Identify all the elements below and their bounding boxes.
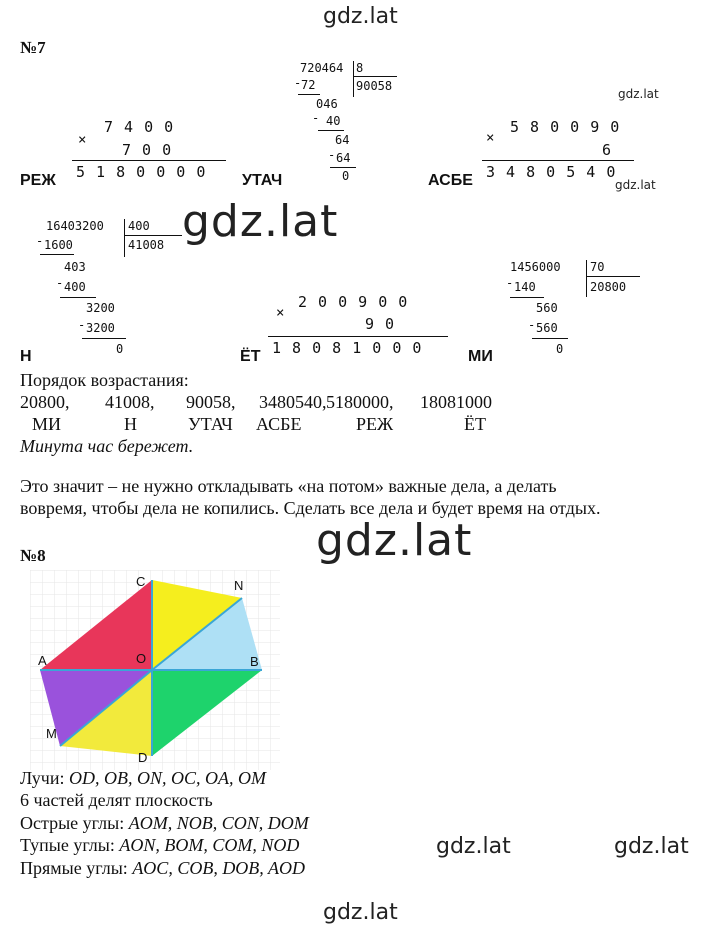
div-3-minus-2: - xyxy=(528,318,536,332)
div-3-step-2: 560 xyxy=(536,301,558,315)
mult-2-sign: × xyxy=(486,130,495,146)
explanation-line-1: Это значит – не нужно откладывать «на потом» важные дела, а делать xyxy=(20,476,557,496)
right-value: AOC, COB, DOB, AOD xyxy=(132,858,305,878)
div-1-step-6: 0 xyxy=(342,169,350,183)
div-3-divisor: 70 xyxy=(590,260,605,274)
order-word: Н xyxy=(124,414,137,434)
order-word: ЁТ xyxy=(464,414,486,434)
div-1-minus-1: - xyxy=(294,76,302,90)
div-1-step-5: 64 xyxy=(336,151,351,165)
acute-line xyxy=(20,812,309,834)
mult-2-result: 3 4 8 0 5 4 0 xyxy=(486,163,617,181)
task7-number: №7 xyxy=(20,38,46,57)
mult-2-word: АСБЕ xyxy=(428,172,473,189)
label-d: D xyxy=(138,750,148,765)
div-1-quotient: 90058 xyxy=(356,79,393,93)
div-1-minus-3: - xyxy=(328,148,336,162)
div-2-step-6: 0 xyxy=(116,342,124,356)
div-2-minus-1: - xyxy=(36,234,44,248)
angles-figure xyxy=(30,570,280,770)
div-1-minus-2: - xyxy=(312,111,320,125)
div-2-word: Н xyxy=(20,348,32,365)
obtuse-label: Тупые углы: xyxy=(20,835,120,855)
rays-label: Лучи: xyxy=(20,768,69,788)
div-1-divisor: 8 xyxy=(356,61,364,75)
div-3-minus-1: - xyxy=(506,276,514,290)
mult-1-result: 5 1 8 0 0 0 0 xyxy=(76,163,207,181)
acute-label: Острые углы: xyxy=(20,813,129,833)
div-2-minus-2: - xyxy=(56,276,64,290)
mult-3-sign: × xyxy=(276,305,285,321)
label-a: A xyxy=(38,653,47,668)
div-1-word: УТАЧ xyxy=(242,172,283,189)
right-label: Прямые углы: xyxy=(20,858,133,878)
order-word: УТАЧ xyxy=(188,414,233,434)
div-2-step-4: 3200 xyxy=(86,301,115,315)
order-word: АСБЕ xyxy=(256,414,302,434)
mult-3-a: 2 0 0 9 0 0 xyxy=(298,293,409,311)
div-2-divisor: 400 xyxy=(128,219,150,233)
obtuse-line xyxy=(20,834,299,856)
task8-number: №8 xyxy=(20,546,46,565)
order-number: 41008, xyxy=(105,392,155,412)
order-word: РЕЖ xyxy=(356,414,394,434)
div-2-step-5: 3200 xyxy=(86,321,115,335)
label-n: N xyxy=(234,578,244,593)
parts-line: 6 частей делят плоскость xyxy=(20,790,213,810)
watermark-big-2: gdz.lat xyxy=(316,515,473,566)
div-2-minus-3: - xyxy=(78,318,86,332)
div-1-step-1: 72 xyxy=(301,78,316,92)
mult-3-word: ЁТ xyxy=(240,348,261,365)
watermark-bottom-mid: gdz.lat xyxy=(436,834,511,859)
mult-3-b: 9 0 xyxy=(365,315,396,333)
div-3-word: МИ xyxy=(468,348,493,365)
div-3-quotient: 20800 xyxy=(590,280,627,294)
mult-1-b: 7 0 0 xyxy=(122,141,173,159)
div-2-dividend: 16403200 xyxy=(46,219,104,233)
mult-1-sign: × xyxy=(78,132,87,148)
div-1-step-4: 64 xyxy=(335,133,350,147)
label-o: O xyxy=(136,651,147,666)
div-1-step-2: 046 xyxy=(316,97,338,111)
order-word: МИ xyxy=(32,414,62,434)
order-number: 5180000, xyxy=(326,392,394,412)
div-1-step-3: 40 xyxy=(326,114,341,128)
watermark-footer: gdz.lat xyxy=(323,900,398,925)
watermark-small-1: gdz.lat xyxy=(618,87,659,101)
div-2-step-2: 403 xyxy=(64,260,86,274)
mult-2-b: 6 xyxy=(602,141,612,159)
watermark-big-1: gdz.lat xyxy=(182,196,339,247)
watermark-bottom-right: gdz.lat xyxy=(614,834,689,859)
order-number: 3480540, xyxy=(259,392,327,412)
obtuse-value: AON, BOM, COM, NOD xyxy=(119,835,300,855)
div-3-dividend: 1456000 xyxy=(510,260,561,274)
mult-1-a: 7 4 0 0 xyxy=(104,118,175,136)
order-label: Порядок возрастания: xyxy=(20,370,189,390)
watermark-top: gdz.lat xyxy=(323,4,398,29)
div-3-step-3: 560 xyxy=(536,321,558,335)
div-2-quotient: 41008 xyxy=(128,238,165,252)
proverb: Минута час бережет. xyxy=(20,436,194,456)
order-number: 20800, xyxy=(20,392,70,412)
label-b: B xyxy=(250,654,259,669)
explanation-line-2: вовремя, чтобы дела не копились. Сделать все дела и будет время на отдых. xyxy=(20,498,601,518)
label-m: M xyxy=(46,726,57,741)
right-line xyxy=(20,857,305,879)
mult-2-a: 5 8 0 0 9 0 xyxy=(510,118,621,136)
div-3-step-1: 140 xyxy=(514,280,536,294)
div-2-step-3: 400 xyxy=(64,280,86,294)
div-2-step-1: 1600 xyxy=(44,238,73,252)
order-number: 90058, xyxy=(186,392,236,412)
div-1-dividend: 720464 xyxy=(300,61,344,75)
mult-3-result: 1 8 0 8 1 0 0 0 xyxy=(272,339,423,357)
order-number: 18081000 xyxy=(420,392,492,412)
div-3-step-4: 0 xyxy=(556,342,564,356)
acute-value: AOM, NOB, CON, DOM xyxy=(128,813,309,833)
watermark-small-2: gdz.lat xyxy=(615,178,656,192)
mult-1-word: РЕЖ xyxy=(20,172,56,189)
rays-line xyxy=(20,767,266,789)
rays-value: OD, OB, ON, OC, OA, OM xyxy=(68,768,266,788)
label-c: C xyxy=(136,574,146,589)
